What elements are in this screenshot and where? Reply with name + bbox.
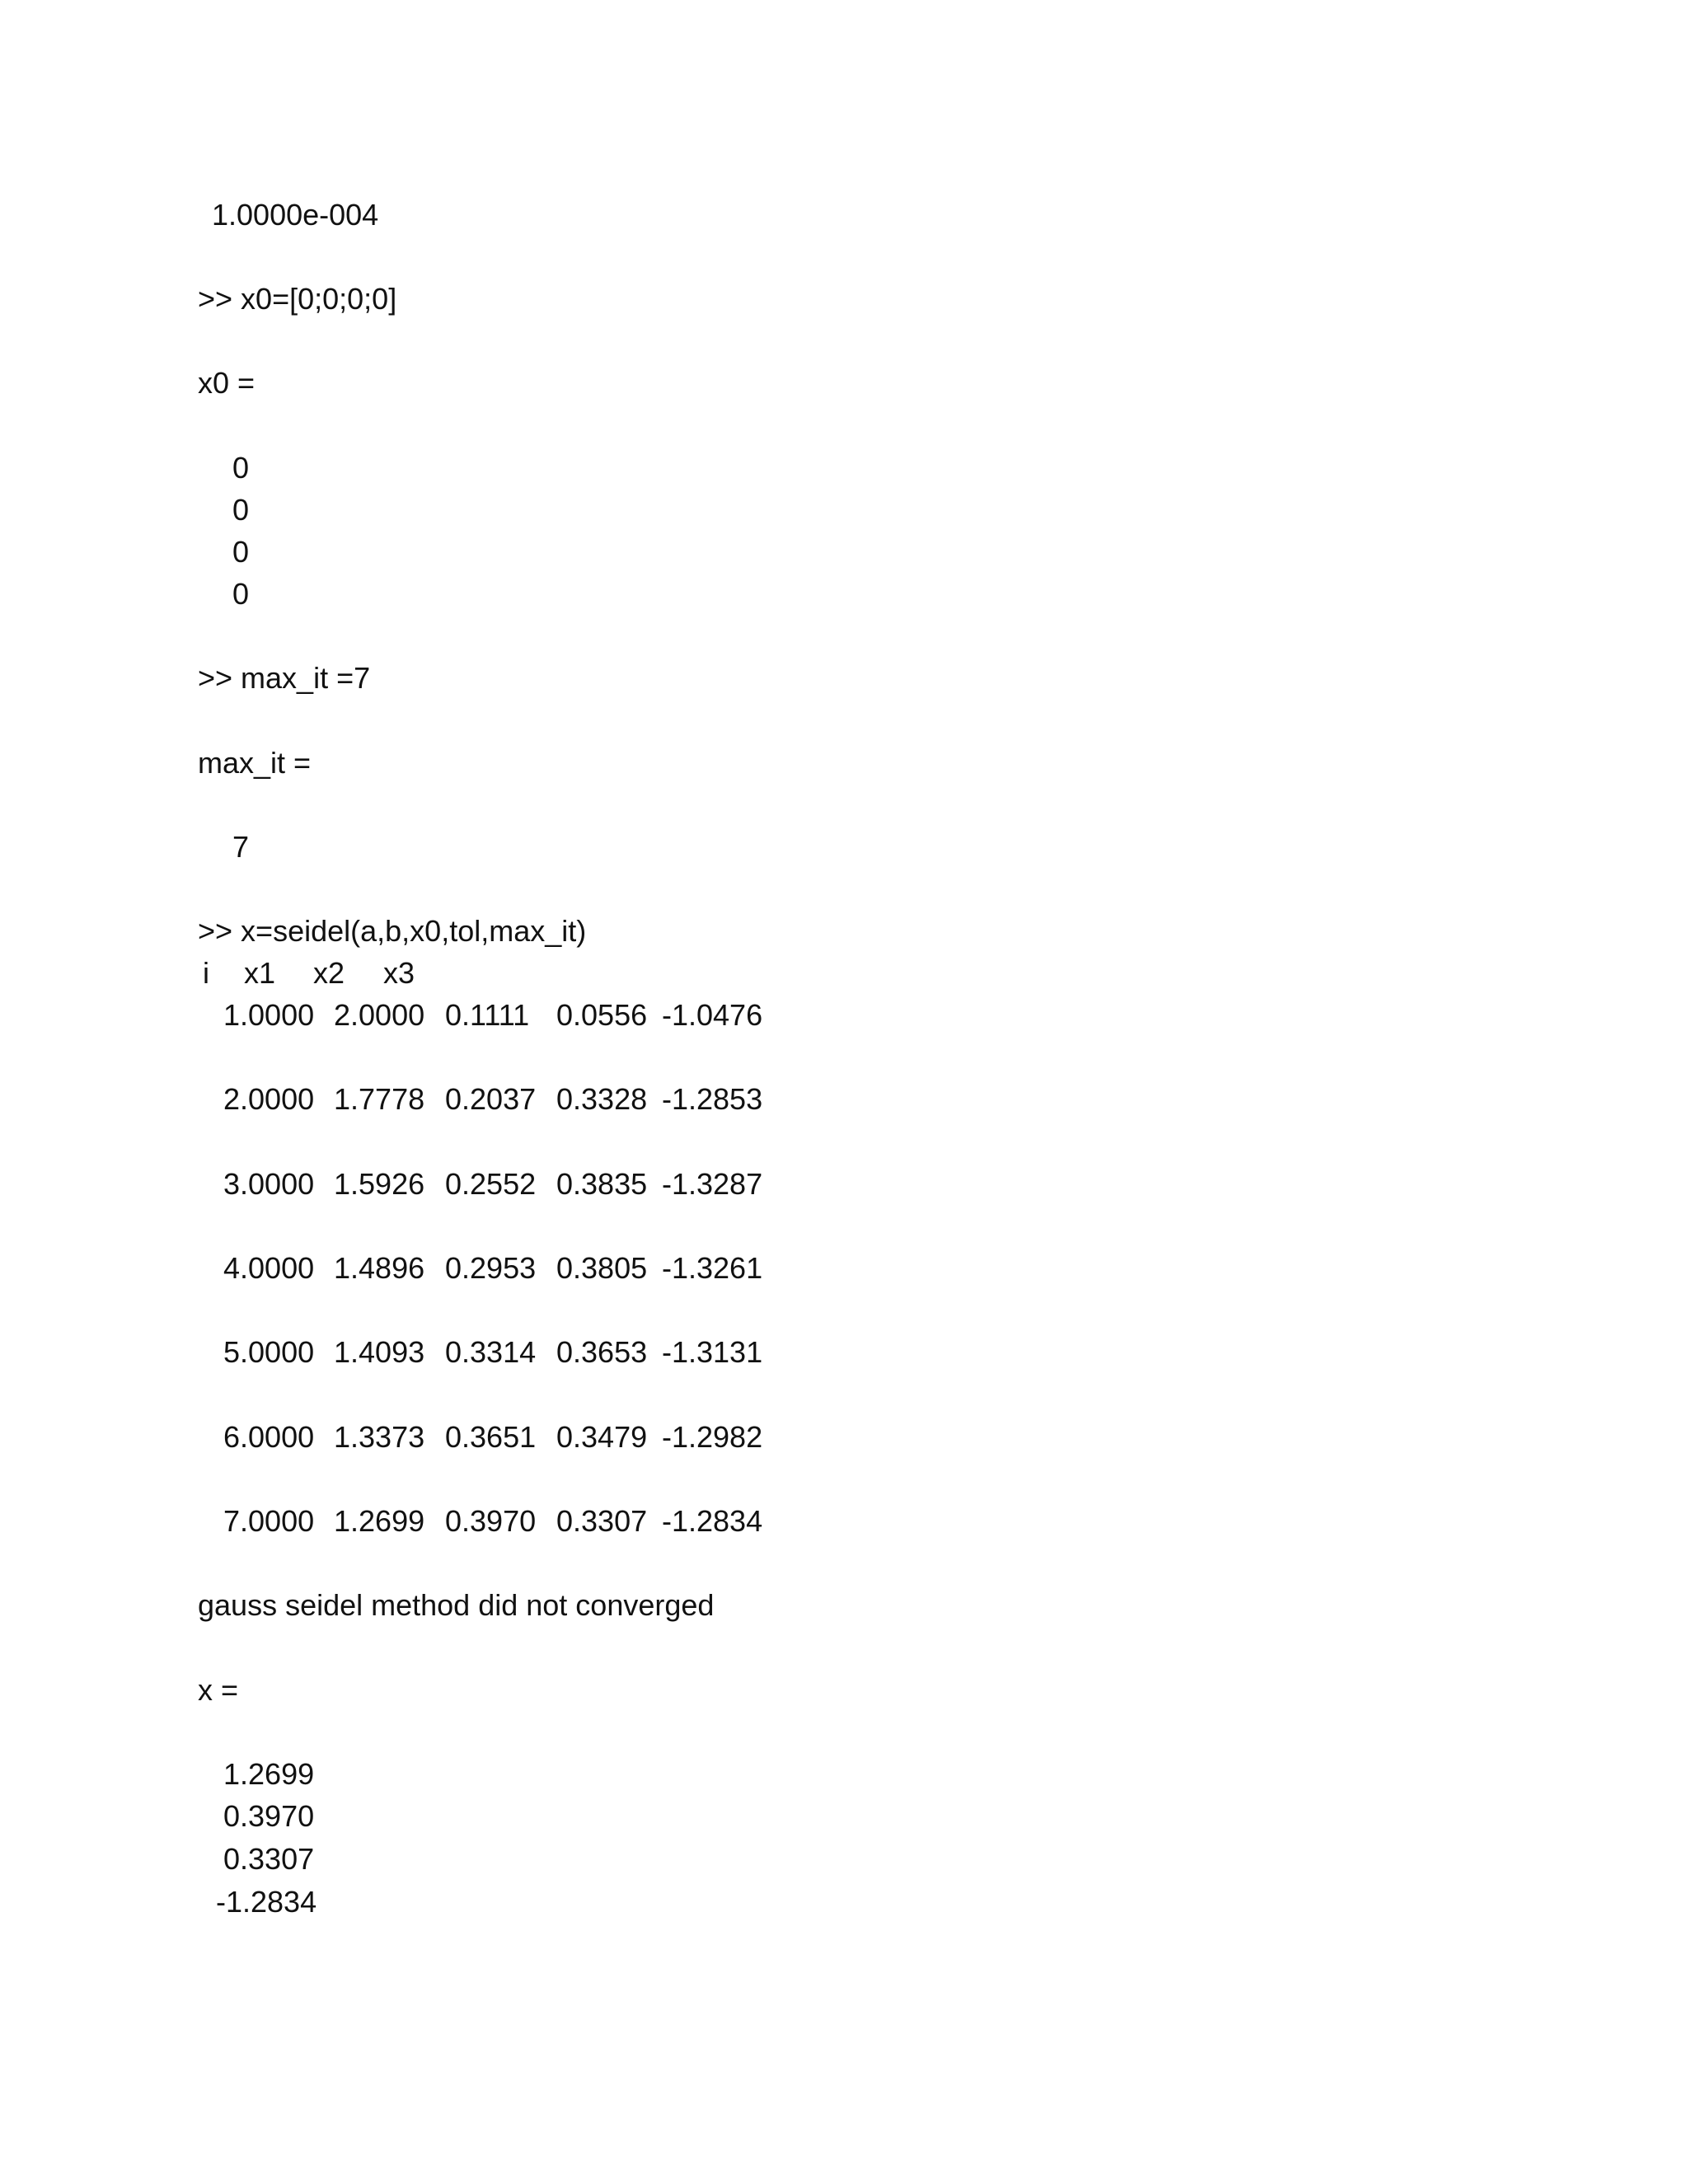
header-x1: x1	[244, 956, 276, 990]
cell: 1.2699	[334, 1504, 425, 1538]
x-value: -1.2834	[216, 1885, 317, 1919]
table-row	[0, 1169, 1688, 1202]
max-it-label: max_it =	[198, 746, 312, 780]
cell: -1.3261	[662, 1251, 763, 1285]
cell: 2.0000	[334, 998, 425, 1032]
cell: -1.2853	[662, 1082, 763, 1116]
x-label: x =	[198, 1673, 239, 1707]
cell: -1.2834	[662, 1504, 763, 1538]
cell: -1.0476	[662, 998, 763, 1032]
cell: 3.0000	[223, 1167, 315, 1201]
table-row	[0, 1335, 1688, 1371]
x0-value: 0	[232, 451, 250, 485]
cell: 1.4093	[334, 1335, 425, 1369]
cell: -1.2982	[662, 1420, 763, 1454]
cell: -1.3131	[662, 1335, 763, 1369]
cell: 7.0000	[223, 1504, 315, 1538]
cell: 0.3314	[445, 1335, 537, 1369]
cell: 1.5926	[334, 1167, 425, 1201]
x0-value: 0	[232, 577, 250, 611]
cell: 1.3373	[334, 1420, 425, 1454]
cell: 2.0000	[223, 1082, 315, 1116]
cell: 0.3653	[556, 1335, 648, 1369]
table-row	[0, 1251, 1688, 1286]
cell: 1.0000	[223, 998, 315, 1032]
header-i: i	[203, 956, 209, 990]
max-it-value: 7	[232, 830, 250, 864]
cell: -1.3287	[662, 1167, 763, 1201]
cell: 0.1111	[445, 998, 530, 1032]
cell: 0.2953	[445, 1251, 537, 1285]
cell: 0.0556	[556, 998, 648, 1032]
table-row	[0, 1504, 1688, 1540]
x0-label: x0 =	[198, 366, 256, 400]
cell: 5.0000	[223, 1335, 315, 1369]
table-header	[0, 958, 1688, 991]
cell: 0.3835	[556, 1167, 648, 1201]
cell: 4.0000	[223, 1251, 315, 1285]
table-row	[0, 1082, 1688, 1118]
tol-value: 1.0000e-004	[212, 198, 379, 232]
cell: 6.0000	[223, 1420, 315, 1454]
command-seidel: >> x=seidel(a,b,x0,tol,max_it)	[198, 914, 587, 948]
status-message: gauss seidel method did not converged	[198, 1588, 715, 1622]
cell: 0.3651	[445, 1420, 537, 1454]
cell: 0.2037	[445, 1082, 537, 1116]
x-value: 0.3970	[223, 1799, 315, 1833]
table-row	[0, 1422, 1688, 1455]
header-x2: x2	[313, 956, 345, 990]
header-x3: x3	[383, 956, 415, 990]
command-x0: >> x0=[0;0;0;0]	[198, 282, 397, 316]
cell: 0.3479	[556, 1420, 648, 1454]
x0-value: 0	[232, 535, 250, 569]
cell: 0.3805	[556, 1251, 648, 1285]
x-value: 1.2699	[223, 1757, 315, 1791]
x-value: 0.3307	[223, 1842, 315, 1876]
cell: 1.7778	[334, 1082, 425, 1116]
cell: 1.4896	[334, 1251, 425, 1285]
cell: 0.3970	[445, 1504, 537, 1538]
table-row	[0, 998, 1688, 1033]
x0-value: 0	[232, 493, 250, 527]
cell: 0.3328	[556, 1082, 648, 1116]
cell: 0.3307	[556, 1504, 648, 1538]
command-max-it: >> max_it =7	[198, 661, 371, 695]
cell: 0.2552	[445, 1167, 537, 1201]
